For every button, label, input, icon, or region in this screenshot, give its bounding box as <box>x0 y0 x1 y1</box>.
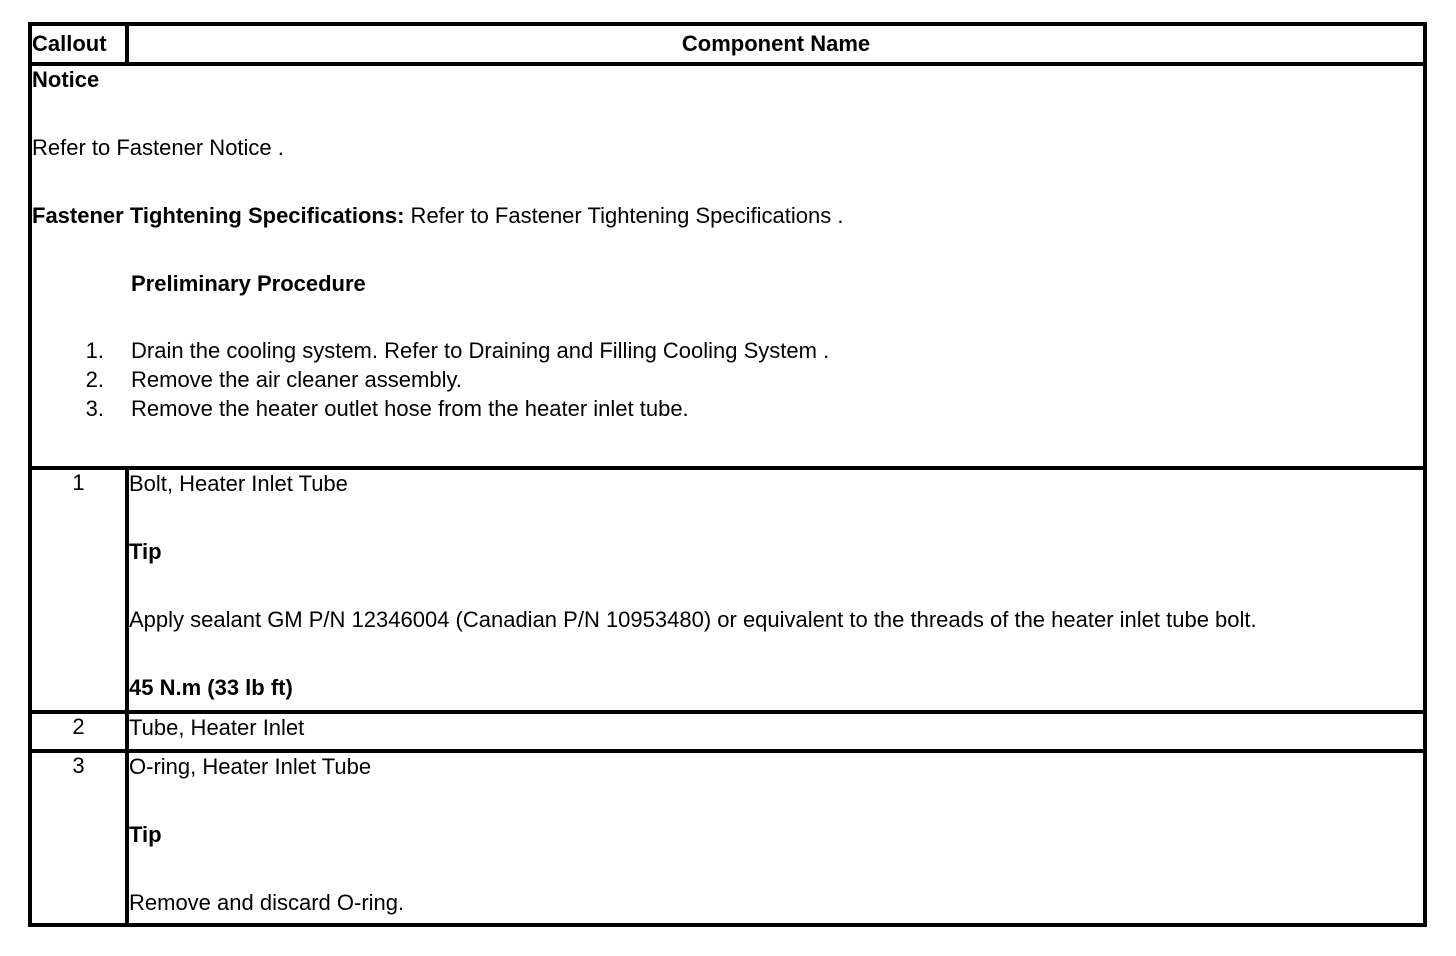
component-cell <box>127 468 1425 712</box>
tip-text: Apply sealant GM P/N 12346004 (Canadian P/N 10953480) or equivalent to the threads of the heater inlet tube bolt. <box>129 607 1257 632</box>
component-name-header: Component Name <box>127 24 1425 64</box>
tip-label: Tip <box>129 539 162 564</box>
tip-text: Remove and discard O-ring. <box>129 890 405 915</box>
component-table <box>28 22 1427 927</box>
tightening-spec-text: Refer to Fastener Tightening Specifications . <box>404 203 844 228</box>
preliminary-procedure-title: Preliminary Procedure <box>131 271 366 296</box>
torque-spec: 45 N.m (33 lb ft) <box>129 675 293 700</box>
preliminary-steps-list <box>32 336 1423 423</box>
table-row <box>30 712 1425 751</box>
tightening-spec-label: Fastener Tightening Specifications: <box>32 203 405 228</box>
list-item <box>32 336 1423 365</box>
component-name: O-ring, Heater Inlet Tube <box>129 754 372 779</box>
notice-row <box>30 64 1425 468</box>
component-cell <box>127 751 1425 925</box>
step-number: 2. <box>85 367 104 392</box>
step-text: Drain the cooling system. Refer to Draining and Filling Cooling System . <box>131 338 830 363</box>
component-name: Bolt, Heater Inlet Tube <box>129 471 348 496</box>
step-text: Remove the heater outlet hose from the heater inlet tube. <box>131 396 689 421</box>
list-item <box>32 394 1423 423</box>
callout-number: 1 <box>30 468 127 712</box>
callout-header: Callout <box>30 24 127 64</box>
table-row <box>30 468 1425 712</box>
list-item <box>32 365 1423 394</box>
callout-number: 3 <box>30 751 127 925</box>
component-name: Tube, Heater Inlet <box>127 712 1425 751</box>
notice-cell <box>30 64 1425 468</box>
header-row <box>30 24 1425 64</box>
tip-label: Tip <box>129 822 162 847</box>
step-number: 3. <box>85 396 104 421</box>
fastener-notice-reference: Refer to Fastener Notice . <box>32 135 284 160</box>
notice-title: Notice <box>32 67 100 92</box>
step-number: 1. <box>85 338 104 363</box>
step-text: Remove the air cleaner assembly. <box>131 367 462 392</box>
tightening-spec-line <box>32 202 1423 230</box>
table-row <box>30 751 1425 925</box>
callout-number: 2 <box>30 712 127 751</box>
